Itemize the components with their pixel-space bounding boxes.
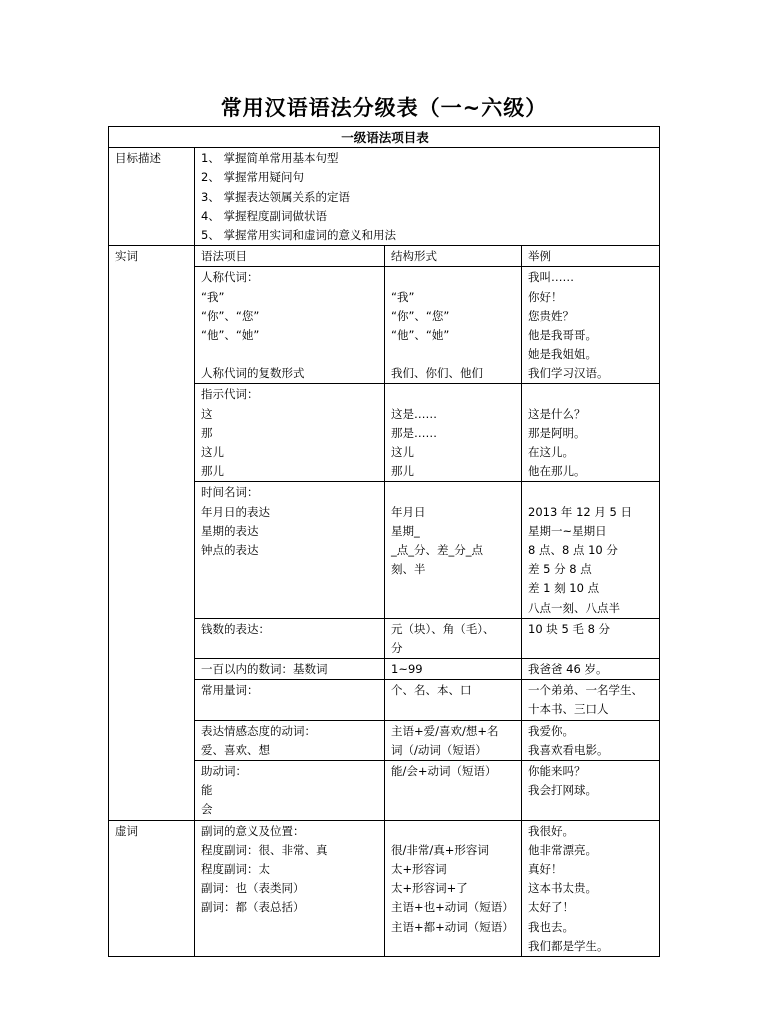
grammar-item-cell [195,267,385,384]
cell-line: 常用量词： [201,683,259,698]
cell-line [391,781,517,800]
cell-line: 她是我姐姐。 [528,347,597,362]
cell-line: 词（/动词（短语） [391,742,487,757]
cell-line: 8 点、8 点 10 分 [528,542,618,557]
cell-line: 十本书、三口人 [528,702,609,717]
cell-line [201,599,380,618]
cell-line: 时间名词： [201,485,259,500]
cell-line: 我很好。 [528,823,574,838]
cell-line: “你”、“您” [391,308,450,323]
grammar-item-cell [195,618,385,658]
cell-line: 我们学习汉语。 [528,366,609,381]
cell-line: 他非常漂亮。 [528,842,597,857]
column-header: 举例 [522,246,660,267]
cell-line: 主语+爱/喜欢/想+名 [391,723,499,738]
grammar-item-cell [195,820,385,956]
cell-line: 那是…… [391,425,437,440]
cell-line: 这 [201,406,213,421]
cell-line: 副词：都（表总括） [201,900,305,915]
cell-line: 在这儿。 [528,445,574,460]
cell-line [391,579,517,598]
cell-line: 我叫…… [528,270,574,285]
cell-line [201,639,380,658]
cell-line: 这儿 [391,445,414,460]
structure-form-cell [385,761,522,821]
cell-line: 程度副词：很、非常、真 [201,842,328,857]
page-title: 常用汉语语法分级表（一~六级） [220,95,548,120]
cell-line: 我喜欢看电影。 [528,742,609,757]
cell-line: 差 5 分 8 点 [528,562,592,577]
cell-line: 爱、喜欢、想 [201,742,270,757]
cell-line [201,700,380,719]
example-cell [522,618,660,658]
objectives-list [195,148,660,246]
cell-line: “他”、“她” [391,327,450,342]
cell-line: 能 [201,783,213,798]
cell-line: 10 块 5 毛 8 分 [528,621,611,636]
structure-form-cell [385,618,522,658]
cell-line: 我们、你们、他们 [391,366,483,381]
column-header: 结构形式 [385,246,522,267]
cell-line: 分 [391,640,403,655]
cell-line: 你好！ [528,289,563,304]
structure-form-cell [385,482,522,618]
column-header: 语法项目 [195,246,385,267]
cell-line: _点_分、差_分_点 [391,542,483,557]
cell-line: 一百以内的数词：基数词 [201,662,328,677]
cell-line: 我爱你。 [528,723,574,738]
cell-line [391,385,517,404]
grammar-item-cell [195,384,385,482]
cell-line: 2013 年 12 月 5 日 [528,504,632,519]
cell-line: “你”、“您” [201,308,260,323]
cell-line [528,385,655,404]
cell-line: 您贵姓？ [528,308,574,323]
section-label-shici: 实词 [109,246,195,820]
cell-line: 指示代词： [201,387,259,402]
cell-line: 会 [201,802,213,817]
cell-line [391,822,517,841]
cell-line: 我也去。 [528,919,574,934]
cell-line: 个、名、本、口 [391,683,472,698]
cell-line: 程度副词：太 [201,861,270,876]
structure-form-cell [385,384,522,482]
cell-line: 1~99 [391,662,423,677]
table-row [109,820,660,956]
cell-line: 人称代词的复数形式 [201,366,305,381]
cell-line [528,483,655,502]
cell-line: 太+形容词+了 [391,881,468,896]
cell-line [201,579,380,598]
cell-line: 这儿 [201,445,224,460]
cell-line: 能/会+动词（短语） [391,764,497,779]
cell-line: 太+形容词 [391,861,447,876]
cell-line: “我” [391,289,415,304]
structure-form-cell [385,267,522,384]
cell-line [528,800,655,819]
cell-line: 他是我哥哥。 [528,327,597,342]
cell-line: 星期_ [391,523,420,538]
cell-line: 星期的表达 [201,523,259,538]
cell-line [201,560,380,579]
cell-line: 太好了！ [528,900,574,915]
cell-line: 助动词： [201,764,247,779]
cell-line: 我爸爸 46 岁。 [528,662,608,677]
cell-line: 元（块）、角（毛）、 [391,621,495,636]
section-label-xuci: 虚词 [109,820,195,956]
cell-line: 我们都是学生。 [528,938,609,953]
cell-line: 这是…… [391,406,437,421]
cell-line: 主语+都+动词（短语） [391,919,514,934]
cell-line: 一个弟弟、一名学生、 [528,683,643,698]
cell-line [201,937,380,956]
cell-line: 年月日 [391,504,426,519]
structure-form-cell [385,720,522,760]
grammar-table [108,126,660,957]
example-cell [522,482,660,618]
cell-line: 他在那儿。 [528,464,586,479]
objective-item: 1、 掌握简单常用基本句型 [201,151,339,166]
grammar-item-cell [195,720,385,760]
example-cell [522,820,660,956]
cell-line: 这本书太贵。 [528,881,597,896]
cell-line: 那 [201,425,213,440]
cell-line: 八点一刻、八点半 [528,600,620,615]
cell-line: 钱数的表达： [201,621,270,636]
cell-line: 副词的意义及位置： [201,823,305,838]
table-caption: 一级语法项目表 [109,127,660,148]
cell-line [201,918,380,937]
cell-line: 人称代词： [201,270,259,285]
table-row [109,246,660,267]
structure-form-cell [385,680,522,720]
example-cell [522,680,660,720]
cell-line: 表达情感态度的动词： [201,723,316,738]
grammar-item-cell [195,761,385,821]
cell-line: “他”、“她” [201,327,260,342]
example-cell [522,384,660,482]
cell-line [391,937,517,956]
example-cell [522,761,660,821]
cell-line [391,268,517,287]
cell-line: 这是什么？ [528,406,586,421]
objective-item: 5、 掌握常用实词和虚词的意义和用法 [201,227,396,242]
cell-line [391,800,517,819]
cell-line [391,483,517,502]
cell-line: 差 1 刻 10 点 [528,581,600,596]
cell-line: 那儿 [201,464,224,479]
cell-line: 主语+也+动词（短语） [391,900,514,915]
grammar-item-cell [195,680,385,720]
cell-line: 星期一~星期日 [528,523,607,538]
objective-item: 2、 掌握常用疑问句 [201,170,304,185]
cell-line: 那是阿明。 [528,425,586,440]
cell-line: 真好！ [528,861,563,876]
example-cell [522,659,660,680]
cell-line [391,599,517,618]
objective-item: 4、 掌握程度副词做状语 [201,208,327,223]
objectives-label: 目标描述 [109,148,195,246]
objective-item: 3、 掌握表达领属关系的定语 [201,189,350,204]
structure-form-cell [385,659,522,680]
cell-line: 那儿 [391,464,414,479]
grammar-item-cell [195,659,385,680]
cell-line [528,639,655,658]
cell-line: 刻、半 [391,562,426,577]
grammar-item-cell [195,482,385,618]
cell-line: 很/非常/真+形容词 [391,842,489,857]
cell-line [391,345,517,364]
cell-line: “我” [201,289,225,304]
cell-line: 你能来吗？ [528,764,586,779]
example-cell [522,267,660,384]
cell-line: 我会打网球。 [528,783,597,798]
structure-form-cell [385,820,522,956]
cell-line [391,700,517,719]
example-cell [522,720,660,760]
cell-line: 副词：也（表类同） [201,881,305,896]
cell-line [201,345,380,364]
cell-line: 年月日的表达 [201,504,270,519]
cell-line: 钟点的表达 [201,542,259,557]
